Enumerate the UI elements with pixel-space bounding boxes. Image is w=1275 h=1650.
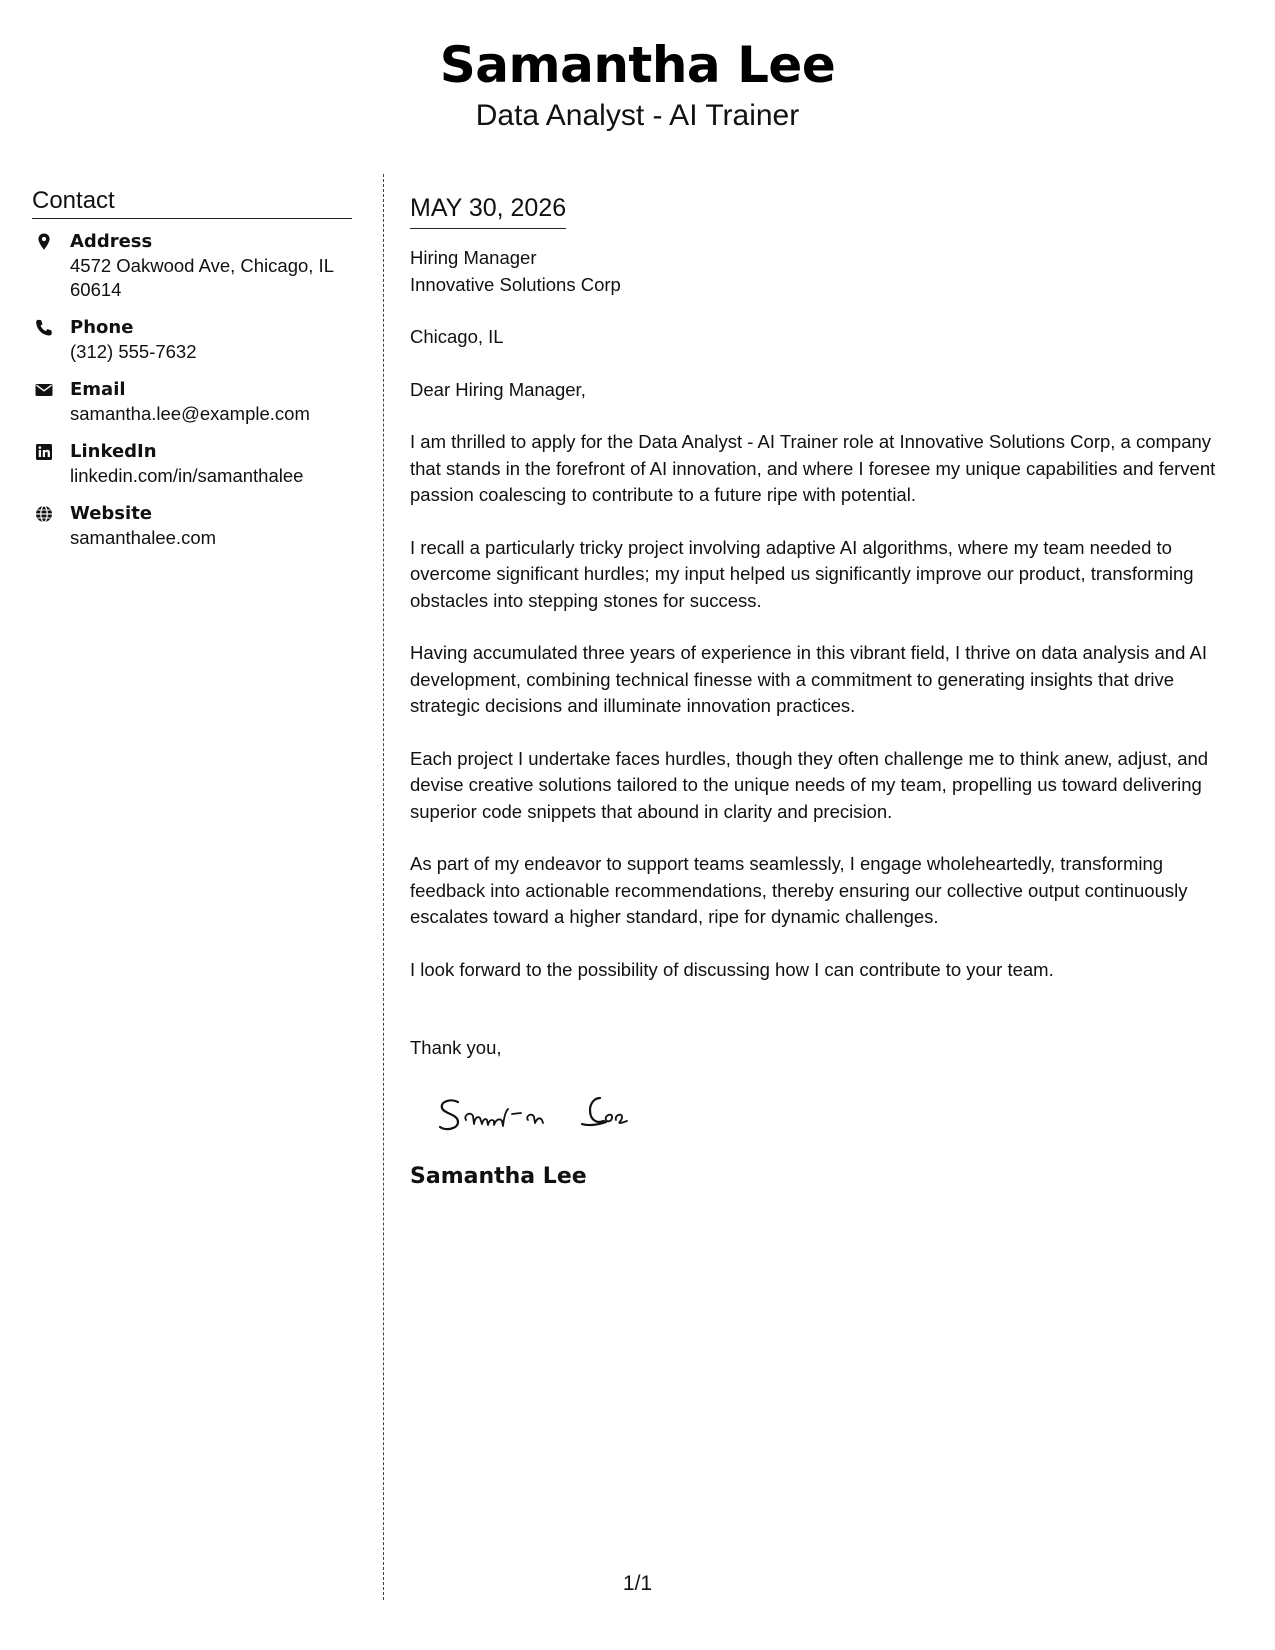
contact-item-email — [32, 377, 352, 426]
contact-sidebar — [32, 186, 352, 563]
letter-paragraph: I look forward to the possibility of discussing how I can contribute to your team. — [410, 958, 1054, 980]
recipient-city: Chicago, IL — [410, 326, 504, 347]
page-number: 1/1 — [622, 1572, 653, 1595]
contact-item-address — [32, 229, 352, 302]
letter-paragraph: Each project I undertake faces hurdles, though they often challenge me to think anew, adjust, and devise creative solutions tailored to the unique needs of my team, propelling us toward delivering superior code snippets that abound in clarity and precision. — [410, 747, 1209, 822]
column-divider — [383, 174, 384, 1600]
recipient-company: Innovative Solutions Corp — [410, 273, 621, 295]
contact-item-phone — [32, 315, 352, 364]
globe-icon — [34, 504, 54, 524]
envelope-icon — [34, 380, 54, 400]
letter-date: MAY 30, 2026 — [410, 190, 566, 229]
salutation: Dear Hiring Manager, — [410, 378, 586, 400]
closing: Thank you, — [410, 1037, 502, 1058]
phone-value: (312) 555-7632 — [70, 341, 197, 362]
linkedin-value: linkedin.com/in/samanthalee — [70, 465, 304, 486]
letter-paragraph: As part of my endeavor to support teams seamlessly, I engage wholeheartedly, transforming feedback into actionable recommendations, thereby ensuring our collective output continuously escalates toward a higher standard, ripe for dynamic challenges. — [410, 853, 1188, 927]
contact-label: Website — [70, 503, 153, 524]
applicant-title: Data Analyst - AI Trainer — [475, 99, 800, 132]
email-value: samantha.lee@example.com — [70, 403, 310, 424]
contact-label: Email — [70, 379, 126, 400]
signed-name: Samantha Lee — [410, 1163, 587, 1189]
contact-label: Address — [70, 231, 153, 252]
letter-paragraph: I recall a particularly tricky project involving adaptive AI algorithms, where my team needed to overcome significant hurdles; my input helped us significantly improve our product, transforming obstacles into stepping stones for success. — [410, 536, 1194, 611]
contact-label: Phone — [70, 317, 134, 338]
recipient-name: Hiring Manager — [410, 247, 537, 268]
contact-heading: Contact — [32, 186, 352, 219]
website-value: samanthalee.com — [70, 527, 217, 548]
contact-item-linkedin — [32, 439, 352, 488]
address-value: 4572 Oakwood Ave, Chicago, IL 60614 — [70, 255, 334, 300]
handwritten-signature — [430, 1084, 670, 1144]
letter-body — [410, 190, 1240, 1192]
recipient-block — [410, 245, 1240, 351]
contact-label: LinkedIn — [70, 441, 157, 462]
letter-header — [0, 32, 1275, 134]
letter-paragraph: Having accumulated three years of experience in this vibrant field, I thrive on data analysis and AI development, combining technical finesse with a commitment to generating insights that drive strategic decisions and illuminate innovation practices. — [410, 642, 1207, 716]
applicant-name: Samantha Lee — [439, 36, 836, 94]
phone-icon — [34, 318, 54, 338]
contact-item-website — [32, 501, 352, 550]
letter-paragraph: I am thrilled to apply for the Data Analyst - AI Trainer role at Innovative Solutions Corp, a company that stands in the forefront of AI innovation, and where I foresee my unique capabilities and fervent passion coalescing to contribute to a future ripe with potential. — [410, 431, 1216, 505]
linkedin-icon — [34, 442, 54, 462]
map-pin-icon — [34, 232, 54, 252]
